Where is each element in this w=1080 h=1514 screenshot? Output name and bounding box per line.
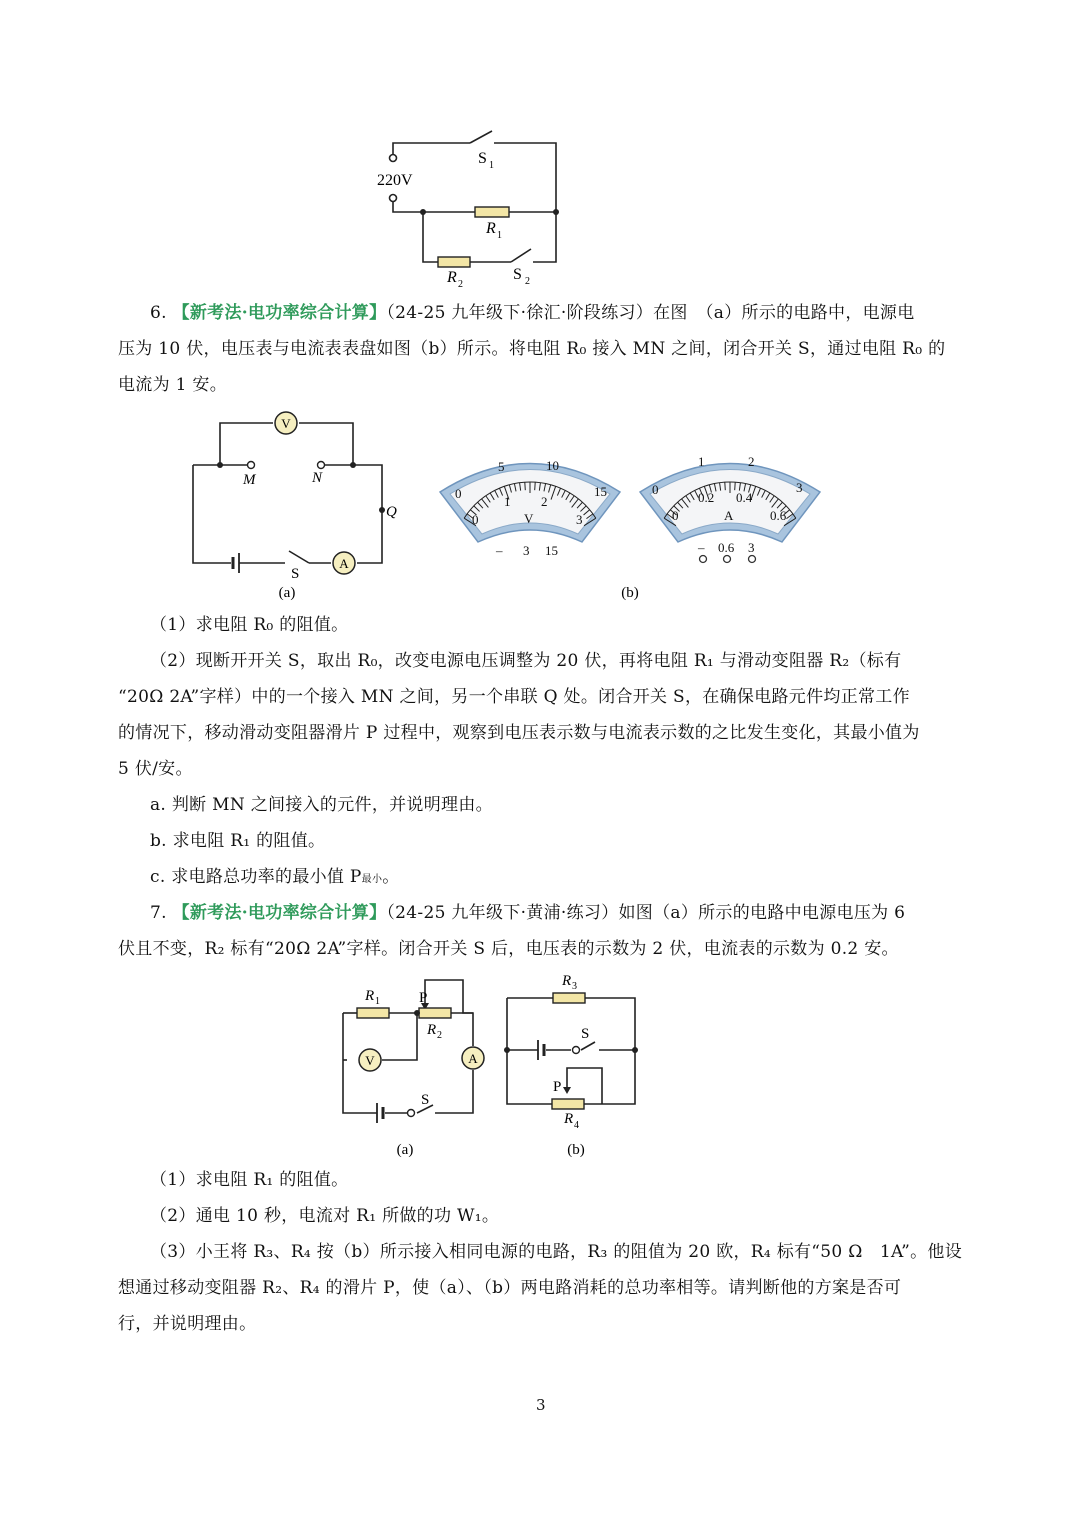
q7b-switch-label: S [581,1026,590,1042]
s2-label: S [513,266,522,283]
ammeter-upper-2: 2 [748,454,755,469]
ammeter-lower-04: 0.4 [736,490,753,505]
r1-label: R [486,220,496,237]
page-number: 3 [536,1396,546,1414]
voltmeter-symbol-label: V [281,416,291,431]
q7b-slider-p-label: P [553,1079,562,1095]
terminal-n-label: N [312,470,323,486]
q7-line-2: 伏且不变，R₂ 标有“20Ω 2A”字样。闭合开关 S 后，电压表的示数为 2 伏，电流表的示数为 0.2 安。 [118,939,899,959]
dial-tick [535,482,536,490]
voltmeter-lower-0: 0 [472,512,479,527]
voltmeter-upper-5: 5 [498,459,505,474]
q6-sub-c-end: 。 [382,867,400,887]
q7-fig-a-caption: (a) [396,1142,414,1158]
q7b-r4-subscript: 4 [574,1120,579,1131]
ammeter-unit: A [724,508,734,523]
q6-fig-b-caption: (b) [621,585,639,601]
q7-circuits [335,968,655,1163]
q6-sub-b: b. 求电阻 R₁ 的阻值。 [150,831,326,851]
q7-sub2: （2）通电 10 秒，电流对 R₁ 所做的功 W₁。 [150,1206,500,1226]
dial-tick [725,482,726,490]
q7b-r3-label: R [562,973,572,989]
voltmeter-upper-15: 15 [594,484,607,499]
source-voltage-label: 220V [377,172,413,189]
q6-fig-a-caption: (a) [278,585,296,601]
voltmeter-unit: V [524,511,534,526]
q7b-r4-label: R [564,1111,574,1127]
q6-number: 6. [150,303,167,323]
q6-tag: 【新考法·电功率综合计算】 [172,303,387,323]
q7-fig-b-caption: (b) [567,1142,585,1158]
q6-sub2-line2: “20Ω 2A”字样）中的一个接入 MN 之间，另一个串联 Q 处。闭合开关 S，在确保电路元件均正常工作 [118,687,910,707]
r2-label: R [447,269,457,286]
circuit-figure-top [370,125,570,290]
ammeter-lower-06: 0.6 [770,508,787,523]
q7a-voltmeter-label: V [365,1053,375,1068]
ammeter-terminal-neg: – [698,540,705,555]
voltmeter-upper-10: 10 [546,458,559,473]
q6-sub2-line1: （2）现断开开关 S，取出 R₀，改变电源电压调整为 20 伏，再将电阻 R₁ 与滑动变阻器 R₂（标有 [150,651,902,671]
switch-s-label: S [291,566,300,582]
point-q-label: Q [386,504,397,520]
ammeter-lower-0: 0 [672,508,679,523]
q7a-r2-subscript: 2 [437,1030,442,1041]
q7-sub3-line1: （3）小王将 R₃、R₄ 按（b）所示接入相同电源的电路，R₃ 的阻值为 20 欧，R₄ 标有“50 Ω 1A”。他设 [150,1242,963,1262]
r1-subscript: 1 [497,230,502,241]
q7-sub3-line2: 想通过移动变阻器 R₂、R₄ 的滑片 P，使（a）、（b）两电路消耗的总功率相等。请判断他的方案是否可 [118,1278,902,1298]
s1-label: S [478,150,487,167]
dial-tick [735,482,736,490]
q6-sub2-line4: 5 伏/安。 [118,759,193,779]
q6-line1-rest: （24-25 九年级下·徐汇·阶段练习）在图 （a）所示的电路中，电源电 [386,303,915,323]
q7a-r1-subscript: 1 [375,996,380,1007]
q6-sub-c-text: c. 求电路总功率的最小值 P [150,867,362,887]
q7a-ammeter-label: A [468,1051,478,1066]
q6-line-2: 压为 10 伏，电压表与电流表表盘如图（b）所示。将电阻 R₀ 接入 MN 之间，闭合开关 S，通过电阻 R₀ 的 [118,339,946,359]
ammeter-upper-3: 3 [796,480,803,495]
ammeter-upper-1: 1 [698,454,705,469]
q6-sub2-line3: 的情况下，移动滑动变阻器滑片 P 过程中，观察到电压表示数与电流表示数的之比发生变化，其最小值为 [118,723,920,743]
q6-sub-c [150,865,400,892]
voltmeter-terminal-neg: – [496,543,503,558]
q7a-switch-label: S [421,1092,430,1108]
q7-sub3-line3: 行，并说明理由。 [118,1314,257,1334]
voltmeter-upper-0: 0 [455,486,462,501]
ammeter-terminal-3: 3 [748,540,755,555]
r2-subscript: 2 [458,279,463,290]
q7b-r3-subscript: 3 [572,981,577,992]
terminal-m-label: M [243,472,256,488]
ammeter-symbol-label: A [339,556,349,571]
ammeter-terminal-06: 0.6 [718,540,735,555]
dial-tick [525,482,526,490]
voltmeter-terminal-3: 3 [523,543,530,558]
s1-subscript: 1 [489,160,494,171]
q7a-slider-p-label: P [419,990,428,1006]
q7-number: 7. [150,903,167,923]
q6-sub-c-subscript: 最小 [361,874,383,885]
ammeter-dial [640,454,820,563]
q7a-r2-label: R [427,1022,437,1038]
q7-sub1: （1）求电阻 R₁ 的阻值。 [150,1170,349,1190]
q7-line1-rest: （24-25 九年级下·黄浦·练习）如图（a）所示的电路中电源电压为 6 [386,903,906,923]
voltmeter-lower-1: 1 [504,494,511,509]
q7-line-1 [150,901,905,925]
q7a-r1-label: R [365,988,375,1004]
voltmeter-terminal-15: 15 [545,543,558,558]
ammeter-lower-02: 0.2 [698,490,715,505]
voltmeter-lower-3: 3 [576,512,583,527]
voltmeter-dial [440,458,620,558]
q6-sub1: （1）求电阻 R₀ 的阻值。 [150,615,349,635]
s2-subscript: 2 [525,276,530,287]
q6-line-1 [150,301,915,325]
q6-sub-a: a. 判断 MN 之间接入的元件，并说明理由。 [150,795,493,815]
q6-circuit-a [185,410,405,605]
q6-line-3: 电流为 1 安。 [118,375,228,395]
voltmeter-lower-2: 2 [541,494,548,509]
ammeter-upper-0: 0 [652,482,659,497]
q6-meters-b [430,440,830,605]
q7-tag: 【新考法·电功率综合计算】 [172,903,387,923]
